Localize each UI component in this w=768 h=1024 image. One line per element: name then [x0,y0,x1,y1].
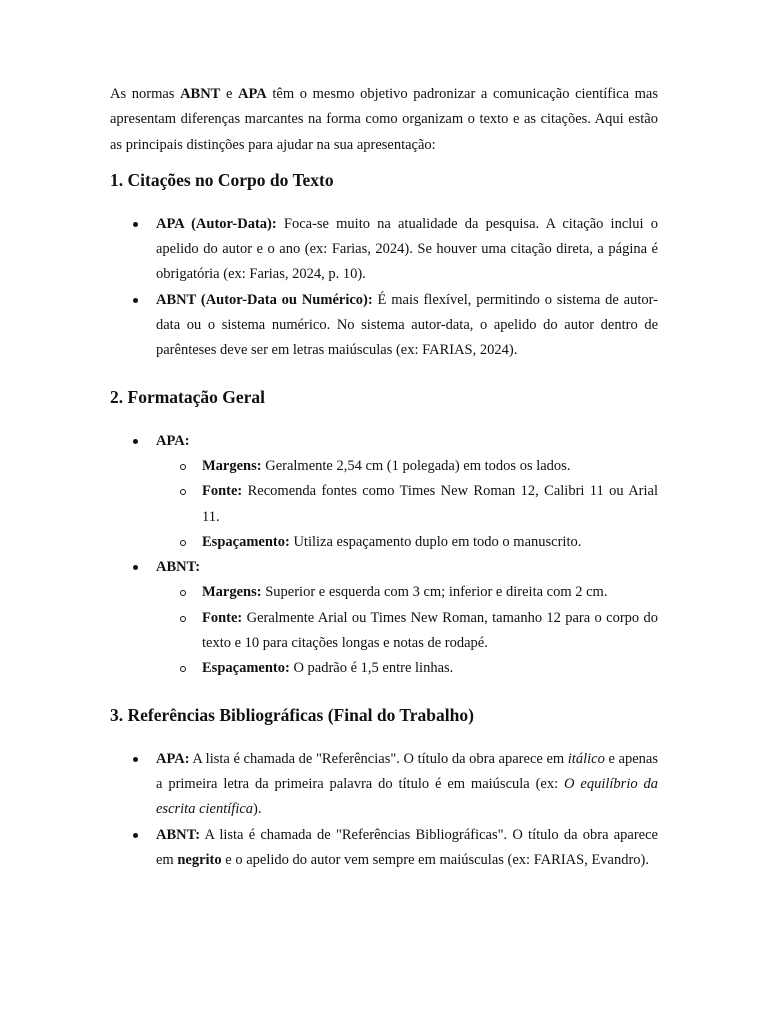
sublist-item [110,656,658,681]
bullet-icon [133,757,138,762]
section-3-heading: 3. Referências Bibliográficas (Final do Trabalho) [110,704,474,725]
subitem-label: Fonte: [202,483,243,500]
subitem-label: Fonte: [202,609,243,626]
subitem-text: Geralmente 2,54 cm (1 polegada) em todos os lados. [261,457,571,474]
item-label: ABNT: [156,826,201,843]
intro-text-3: têm o mesmo objetivo padronizar a comunicação científica mas apresentam diferenças marcantes na forma como organizam o texto e as citações. Aqui estão as principais distinções para ajudar na sua apresentação: [110,86,659,153]
bullet-icon [133,833,138,838]
group-label: APA: [156,432,190,449]
section-1-heading: 1. Citações no Corpo do Texto [110,169,334,190]
circle-bullet-icon [180,616,186,622]
sublist-item [110,479,658,530]
circle-bullet-icon [180,590,186,596]
item-label: APA (Autor-Data): [156,215,277,232]
subitem-label: Espaçamento: [202,660,290,677]
circle-bullet-icon [180,464,186,470]
subitem-text: Recomenda fontes como Times New Roman 12, Calibri 11 ou Arial 11. [202,483,658,525]
subitem-text: Utiliza espaçamento duplo em todo o manuscrito. [289,533,582,550]
bullet-icon [133,565,138,570]
subitem-text: Geralmente Arial ou Times New Roman, tamanho 12 para o corpo do texto e 10 para citações longas e notas de rodapé. [202,609,658,652]
item-text: A lista é chamada de "Referências". O título da obra aparece em [189,750,568,767]
list-item [110,288,658,364]
sublist-item [110,606,658,657]
item-text: e apenas a primeira letra da primeira palavra do título é em maiúscula (ex: [156,750,658,792]
list-item-abnt [110,555,658,681]
intro-text-1: As normas [110,86,181,102]
apa-sublist [156,454,658,555]
circle-bullet-icon [180,666,186,672]
list-item-apa [110,429,658,555]
circle-bullet-icon [180,489,186,495]
item-text: e o apelido do autor vem sempre em maiúsculas (ex: FARIAS, Evandro). [221,851,650,868]
item-text: A lista é chamada de "Referências Bibliográficas". O título da obra aparece em [156,826,658,868]
intro-text-2: e [220,86,239,102]
intro-paragraph [110,82,658,158]
sublist-item [110,530,658,555]
section-2-heading: 2. Formatação Geral [110,386,266,407]
section-3-list [110,747,658,873]
circle-bullet-icon [180,540,186,546]
document-page [110,82,658,873]
subitem-text: Superior e esquerda com 3 cm; inferior e direita com 2 cm. [261,584,608,601]
list-item-abnt-refs [110,823,658,874]
subitem-label: Margens: [202,584,262,601]
bullet-icon [133,298,138,303]
intro-apa: APA [238,86,267,102]
sublist-item [110,454,658,479]
subitem-text: O padrão é 1,5 entre linhas. [289,660,454,677]
item-text: Foca-se muito na atualidade da pesquisa. A citação inclui o apelido do autor e o ano (ex: Farias, 2024). Se houver uma citação direta, a página é obrigatória (ex: Farias, 2024, p. 10). [156,215,658,283]
bold-term: negrito [177,851,222,868]
section-2-list [110,429,658,682]
subitem-label: Espaçamento: [202,533,290,550]
list-item-apa-refs [110,747,658,823]
list-item [110,212,658,288]
item-label: ABNT (Autor-Data ou Numérico): [156,291,373,308]
item-text: É mais flexível, permitindo o sistema de autor-data ou o sistema numérico. No sistema autor-data, o apelido do autor dentro de parênteses deve ser em letras maiúsculas (ex: FARIAS, 2024). [156,291,658,359]
subitem-label: Margens: [202,457,262,474]
bullet-icon [133,439,138,444]
italic-term: itálico [567,750,605,767]
intro-abnt: ABNT [180,86,221,102]
section-1-list [110,212,658,364]
bullet-icon [133,222,138,227]
item-label: APA: [156,750,190,767]
abnt-sublist [156,580,658,681]
group-label: ABNT: [156,559,201,576]
item-text: ). [253,801,262,818]
sublist-item [110,580,658,605]
italic-example-title: O equilíbrio da escrita científica [156,775,658,818]
